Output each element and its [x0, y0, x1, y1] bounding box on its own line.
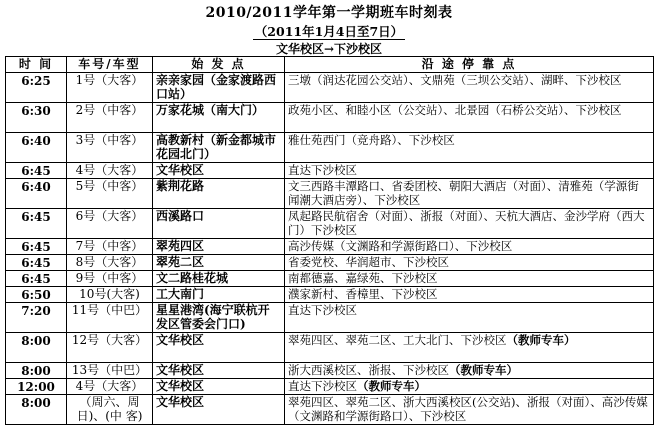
cell-vehicle	[67, 103, 153, 133]
departure-text: 文华校区	[156, 163, 205, 177]
schedule-row	[6, 271, 654, 287]
cell-stops	[285, 73, 654, 103]
cell-time	[6, 333, 67, 363]
stops-text: 浙大西溪校区、浙报、下沙校区	[288, 363, 449, 377]
cell-departure	[153, 363, 285, 379]
time-text: 8:00	[21, 396, 51, 410]
cell-time	[6, 239, 67, 255]
teacher-bus-tag: （教师专车）	[449, 363, 518, 377]
departure-text: 文华校区	[156, 363, 205, 377]
cell-stops	[285, 395, 654, 425]
vehicle-text: 11号（中巴）	[71, 303, 148, 317]
cell-vehicle	[67, 255, 153, 271]
cell-departure	[153, 163, 285, 179]
cell-vehicle	[67, 395, 153, 425]
cell-departure	[153, 333, 285, 363]
cell-time	[6, 287, 67, 303]
schedule-row	[6, 333, 654, 363]
vehicle-text: 12号（大客）	[71, 333, 148, 347]
cell-time	[6, 271, 67, 287]
header-vehicle: 车号/车型	[67, 57, 153, 73]
schedule-row	[6, 363, 654, 379]
time-text: 6:40	[21, 134, 51, 148]
cell-stops	[285, 103, 654, 133]
cell-vehicle	[67, 73, 153, 103]
cell-time	[6, 255, 67, 271]
cell-departure	[153, 287, 285, 303]
cell-stops	[285, 239, 654, 255]
vehicle-text: 3号（中客）	[75, 133, 144, 147]
cell-vehicle	[67, 179, 153, 209]
cell-time	[6, 209, 67, 239]
schedule-row	[6, 73, 654, 103]
departure-text: 紫荆花路	[156, 179, 205, 193]
vehicle-text: 10号(大客)	[79, 287, 140, 301]
schedule-row	[6, 103, 654, 133]
departure-text: 万家花城（南大门）	[156, 103, 265, 117]
schedule-row	[6, 179, 654, 209]
departure-text: 翠苑四区	[156, 239, 205, 253]
cell-departure	[153, 255, 285, 271]
vehicle-text: 1号（大客）	[75, 73, 144, 87]
stops-text: 直达下沙校区	[288, 163, 357, 177]
departure-text: 文华校区	[156, 379, 205, 393]
cell-vehicle	[67, 209, 153, 239]
departure-text: 文华校区	[156, 395, 205, 409]
stops-text: 直达下沙校区	[288, 379, 357, 393]
cell-stops	[285, 379, 654, 395]
cell-vehicle	[67, 303, 153, 333]
cell-stops	[285, 287, 654, 303]
cell-stops	[285, 163, 654, 179]
cell-vehicle	[67, 333, 153, 363]
cell-time	[6, 163, 67, 179]
schedule-row	[6, 303, 654, 333]
cell-departure	[153, 179, 285, 209]
time-text: 8:00	[21, 364, 51, 378]
departure-text: 高教新村（新金都城市花园北门）	[156, 133, 277, 161]
cell-stops	[285, 333, 654, 363]
vehicle-text: 13号（中巴）	[71, 363, 148, 377]
stops-text: 省委党校、华润超市、下沙校区	[288, 255, 449, 269]
stops-text: 南都德嘉、嘉绿苑、下沙校区	[288, 271, 438, 285]
cell-departure	[153, 133, 285, 163]
cell-departure	[153, 379, 285, 395]
stops-text: 翠苑四区、翠苑二区、工大北门、下沙校区	[288, 333, 507, 347]
schedule-row	[6, 239, 654, 255]
header-stops: 沿 途 停 靠 点	[285, 57, 654, 73]
cell-vehicle	[67, 239, 153, 255]
time-text: 6:45	[21, 272, 51, 286]
schedule-row	[6, 209, 654, 239]
stops-text: 政苑小区、和睦小区（公交站）、北景园（石桥公交站）、下沙校区	[288, 103, 622, 117]
cell-stops	[285, 255, 654, 271]
stops-text: 翠苑四区、翠苑二区、浙大西溪校区(公交站)、浙报（对面）、高沙传媒（文渊路和学源街路口）、下沙校区	[288, 395, 648, 423]
schedule-row	[6, 255, 654, 271]
schedule-table	[5, 56, 654, 425]
schedule-row	[6, 133, 654, 163]
cell-time	[6, 133, 67, 163]
vehicle-text: （周六、周日)、(中 客)	[76, 395, 143, 423]
vehicle-text: 7号（中客）	[75, 239, 144, 253]
cell-stops	[285, 179, 654, 209]
time-text: 6:50	[21, 288, 51, 302]
header-time: 时 间	[6, 57, 67, 73]
teacher-bus-tag: （教师专车）	[357, 379, 426, 393]
cell-stops	[285, 363, 654, 379]
page-title: 2010/2011学年第一学期班车时刻表	[205, 5, 453, 21]
departure-text: 工大南门	[156, 287, 205, 301]
cell-vehicle	[67, 271, 153, 287]
cell-vehicle	[67, 363, 153, 379]
stops-text: 濮家新村、香樟里、下沙校区	[288, 287, 438, 301]
stops-text: 高沙传媒（文渊路和学源街路口）、下沙校区	[288, 239, 513, 253]
cell-time	[6, 303, 67, 333]
vehicle-text: 8号（大客）	[75, 255, 144, 269]
cell-vehicle	[67, 133, 153, 163]
time-text: 12:00	[17, 380, 55, 394]
time-text: 6:25	[21, 74, 51, 88]
header-row	[6, 57, 654, 73]
vehicle-text: 9号（中客）	[75, 271, 144, 285]
stops-text: 文三西路丰潭路口、省委团校、朝阳大酒店（对面）、清雅苑（学源街闻潮大酒店旁）、下沙校区	[288, 179, 639, 207]
cell-time	[6, 103, 67, 133]
header-departure: 始 发 点	[153, 57, 285, 73]
schedule-row	[6, 395, 654, 425]
cell-departure	[153, 271, 285, 287]
schedule-row	[6, 379, 654, 395]
departure-text: 文华校区	[156, 333, 205, 347]
stops-text: 三墩（润达花园公交站）、文鼎苑（三坝公交站）、湖畔、下沙校区	[288, 73, 622, 87]
vehicle-text: 4号（大客）	[75, 379, 144, 393]
cell-stops	[285, 271, 654, 287]
cell-departure	[153, 395, 285, 425]
departure-text: 星星港湾(海宁联杭开发区管委会门口)	[156, 303, 270, 331]
vehicle-text: 5号（中客）	[75, 179, 144, 193]
stops-text: 凤起路民航宿舍（对面）、浙报（对面）、天杭大酒店、金沙学府（西大门）下沙校区	[288, 209, 645, 237]
schedule-row	[6, 287, 654, 303]
time-text: 6:40	[21, 180, 51, 194]
vehicle-text: 4号（大客）	[75, 163, 144, 177]
cell-departure	[153, 303, 285, 333]
departure-text: 文二路桂花城	[156, 271, 229, 285]
cell-departure	[153, 73, 285, 103]
cell-time	[6, 363, 67, 379]
route-direction: 文华校区→下沙校区	[275, 42, 383, 56]
cell-stops	[285, 303, 654, 333]
cell-departure	[153, 209, 285, 239]
cell-stops	[285, 133, 654, 163]
stops-text: 直达下沙校区	[288, 303, 357, 317]
time-text: 6:45	[21, 210, 51, 224]
time-text: 6:30	[21, 104, 51, 118]
cell-time	[6, 395, 67, 425]
teacher-bus-tag: （教师专车）	[506, 333, 576, 347]
cell-time	[6, 379, 67, 395]
stops-text: 雅仕苑西门（竞舟路）、下沙校区	[288, 133, 455, 147]
date-range	[0, 22, 658, 40]
vehicle-text: 2号（中客）	[75, 103, 144, 117]
vehicle-text: 6号（大客）	[75, 209, 144, 223]
cell-vehicle	[67, 287, 153, 303]
cell-departure	[153, 103, 285, 133]
cell-time	[6, 179, 67, 209]
cell-time	[6, 73, 67, 103]
time-text: 6:45	[21, 256, 51, 270]
time-text: 6:45	[21, 240, 51, 254]
time-text: 7:20	[21, 304, 51, 318]
cell-vehicle	[67, 163, 153, 179]
cell-vehicle	[67, 379, 153, 395]
cell-departure	[153, 239, 285, 255]
schedule-row	[6, 163, 654, 179]
time-text: 8:00	[21, 334, 51, 348]
departure-text: 亲亲家园（金家渡路西口站）	[156, 73, 277, 101]
date-range-text: （2011年1月4日至7日）	[254, 24, 404, 39]
departure-text: 翠苑二区	[156, 255, 205, 269]
time-text: 6:45	[21, 164, 51, 178]
departure-text: 西溪路口	[156, 209, 205, 223]
cell-stops	[285, 209, 654, 239]
